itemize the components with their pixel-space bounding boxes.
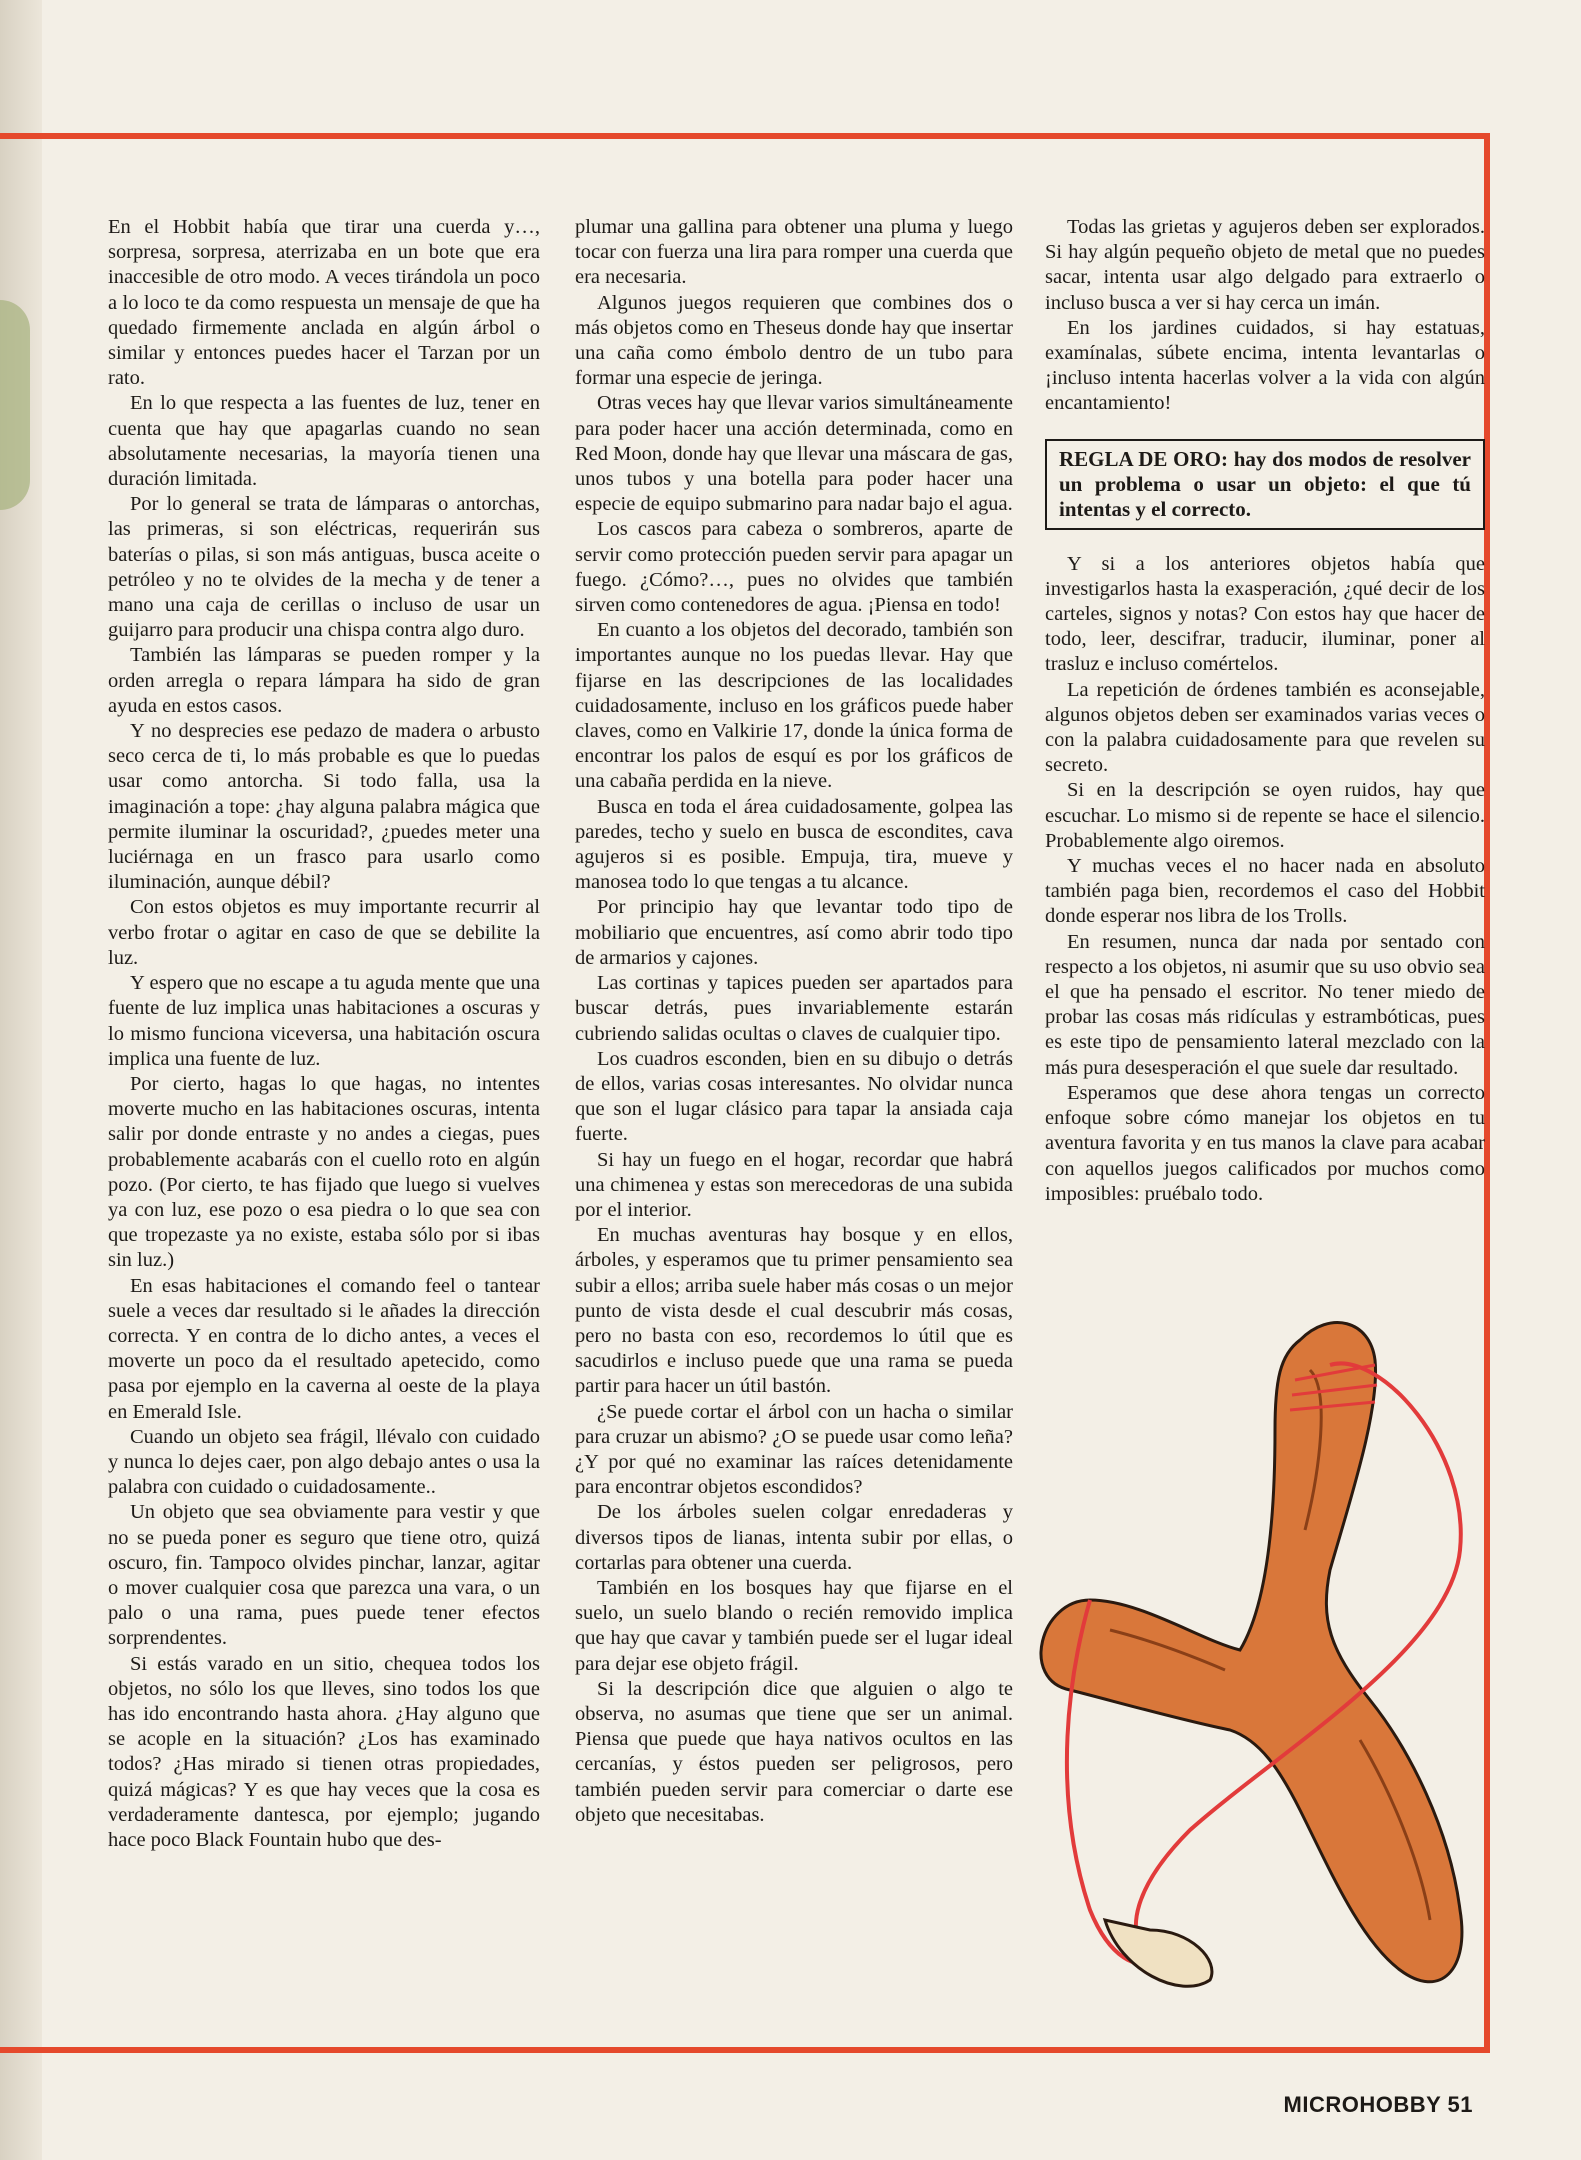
paragraph: Y si a los anteriores objetos había que investigarlos hasta la exasperación, ¿qué decir de los carteles, signos y notas? Con estos hay que hacer de todo, leer, descifrar, traducir, iluminar, poner al trasluz e incluso comértelos. — [1045, 552, 1485, 676]
paragraph: De los árboles suelen colgar enredaderas y diversos tipos de lianas, intenta subir por ellas, o cortarlas para obtener una cuerda. — [575, 1501, 1013, 1574]
paragraph: En los jardines cuidados, si hay estatuas, examínalas, súbete encima, intenta levantarlas o ¡incluso intenta hacerlas volver a la vida con algún encantamiento! — [1045, 316, 1485, 415]
paragraph: Si en la descripción se oyen ruidos, hay que escuchar. Lo mismo si de repente se hace el silencio. Probablemente algo oiremos. — [1045, 779, 1485, 852]
page-footer: MICROHOBBY 51 — [1283, 2092, 1473, 2117]
paragraph: Un objeto que sea obviamente para vestir y que no se pueda poner es seguro que tiene otro, quizá oscuro, fin. Tampoco olvides pinchar, lanzar, agitar o mover cualquier cosa que parezca una vara, o un palo o una rama, pues puede tener efectos sorprendentes. — [108, 1501, 540, 1650]
paragraph: Algunos juegos requieren que combines dos o más objetos como en Theseus donde hay que insertar una caña como émbolo dentro de un tubo para formar una especie de jeringa. — [575, 291, 1013, 390]
paragraph: También en los bosques hay que fijarse en el suelo, un suelo blando o recién removido implica que hay que cavar y también puede ser el lugar ideal para dejar ese objeto frágil. — [575, 1576, 1013, 1675]
paragraph: En muchas aventuras hay bosque y en ellos, árboles, y esperamos que tu primer pensamiento sea subir a ellos; arriba suele haber más cosas o un mejor punto de vista desde el cual descubrir más cosas, pero no basta con eso, recordemos lo útil que es sacudirlos e incluso puede que una rama se pueda partir para hacer un útil bastón. — [575, 1224, 1013, 1398]
column-2 — [575, 215, 1013, 1828]
paragraph: En cuanto a los objetos del decorado, también son importantes aunque no los puedas llevar. Hay que fijarse en las descripciones de las localidades cuidadosamente, incluso en los gráficos puede haber claves, como en Valkirie 17, donde la única forma de encontrar los palos de esquí es por los gráficos de una cabaña perdida en la nieve. — [575, 619, 1013, 793]
paragraph: Por lo general se trata de lámparas o antorchas, las primeras, si son eléctricas, requerirán sus baterías o pilas, si son más antiguas, busca aceite o petróleo y no te olvides de la mecha y de tener a mano una caja de cerillas o incluso de usar un guijarro para producir una chispa contra algo duro. — [108, 493, 540, 642]
paragraph: Esperamos que dese ahora tengas un correcto enfoque sobre cómo manejar los objetos en tu aventura favorita y en tus manos la clave para acabar con aquellos juegos calificados por muchos como imposibles: pruébalo todo. — [1045, 1081, 1485, 1205]
paragraph: En resumen, nunca dar nada por sentado con respecto a los objetos, ni asumir que su uso obvio sea el que ha pensado el escritor. No tener miedo de probar las cosas más ridículas y estrambóticas, pues es este tipo de pensamiento lateral mezclado con la más pura desesperación el que suele dar resultado. — [1045, 930, 1485, 1079]
frame-top-stub — [0, 133, 40, 139]
paragraph: Por principio hay que levantar todo tipo de mobiliario que encuentres, así como abrir todo tipo de armarios y cajones. — [575, 896, 1013, 969]
paragraph: Cuando un objeto sea frágil, llévalo con cuidado y nunca lo dejes caer, pon algo debajo antes o usa la palabra con cuidado o cuidadosamente.. — [108, 1425, 540, 1499]
paragraph: Los cascos para cabeza o sombreros, aparte de servir como protección pueden servir para apagar un fuego. ¿Cómo?…, pues no olvides que también sirven como contenedores de agua. ¡Piensa en todo! — [575, 518, 1013, 617]
golden-rule-box: REGLA DE ORO: hay dos modos de resolver un problema o usar un objeto: el que tú intentas y el correcto. — [1045, 439, 1485, 530]
paragraph: Y muchas veces el no hacer nada en absoluto también paga bien, recordemos el caso del Hobbit donde esperar nos libra de los Trolls. — [1045, 855, 1485, 928]
paragraph: En lo que respecta a las fuentes de luz, tener en cuenta que hay que apagarlas cuando no sean absolutamente necesarias, la mayoría tienen una duración limitada. — [108, 392, 540, 491]
slingshot-wood — [1041, 1323, 1462, 1982]
paragraph: Si estás varado en un sitio, chequea todos los objetos, no sólo los que lleves, sino todos los que has ido encontrando hasta ahora. ¿Hay alguno que se acople en la situación? ¿Los has examinado todos? ¿Has mirado si tienen otras propiedades, quizá mágicas? Y es que hay veces que la cosa es verdaderamente dantesca, por ejemplo; jugando hace poco Black Fountain hubo que des- — [108, 1652, 540, 1851]
column-1 — [108, 215, 540, 1853]
paragraph: Y no desprecies ese pedazo de madera o arbusto seco cerca de ti, lo más probable es que lo puedas usar como antorcha. Si todo falla, usa la imaginación a tope: ¿hay alguna palabra mágica que permite iluminar la oscuridad?, ¿puedes meter una luciérnaga en un frasco para usarlo como iluminación, aunque débil? — [108, 720, 540, 894]
paragraph: La repetición de órdenes también es aconsejable, algunos objetos deben ser examinados varias veces o con la palabra cuidadosamente para que revelen su secreto. — [1045, 678, 1485, 777]
left-page-illustration-fragment — [0, 300, 30, 510]
paragraph: Y espero que no escape a tu aguda mente que una fuente de luz implica unas habitaciones a oscuras y lo mismo funciona viceversa, una habitación oscura implica una fuente de luz. — [108, 972, 540, 1070]
paragraph: plumar una gallina para obtener una pluma y luego tocar con fuerza una lira para romper una cuerda que era necesaria. — [575, 216, 1013, 289]
slingshot-illustration — [1030, 1270, 1500, 2070]
paragraph: Si hay un fuego en el hogar, recordar que habrá una chimenea y estas son merecedoras de una subida por el interior. — [575, 1148, 1013, 1221]
paragraph: Si la descripción dice que alguien o algo te observa, no asumas que tiene que ser un animal. Piensa que puede que haya nativos ocultos en las cercanías, y éstos pueden ser peligrosos, pero también pueden servir para comerciar o darte ese objeto que necesitabas. — [575, 1677, 1013, 1826]
paragraph: En esas habitaciones el comando feel o tantear suele a veces dar resultado si le añades la dirección correcta. Y en contra de lo dicho antes, a veces el moverte un poco da el resultado apetecido, como pasa por ejemplo en la caverna al oeste de la playa en Emerald Isle. — [108, 1274, 540, 1423]
paragraph: Con estos objetos es muy importante recurrir al verbo frotar o agitar en caso de que se debilite la luz. — [108, 896, 540, 969]
paragraph: ¿Se puede cortar el árbol con un hacha o similar para cruzar un abismo? ¿O se puede usar como leña? ¿Y por qué no examinar las raíces detenidamente para encontrar objetos escondidos? — [575, 1400, 1013, 1499]
paragraph: Todas las grietas y agujeros deben ser explorados. Si hay algún pequeño objeto de metal que no puedes sacar, intenta usar algo delgado para extraerlo o incluso busca a ver si hay cerca un imán. — [1045, 216, 1485, 314]
paragraph: También las lámparas se pueden romper y la orden arregla o repara lámpara ha sido de gran ayuda en estos casos. — [108, 644, 540, 717]
paragraph: Por cierto, hagas lo que hagas, no intentes moverte mucho en las habitaciones oscuras, intenta salir por donde entraste y no andes a ciegas, pues probablemente acabarás con el cuello roto en algún pozo. (Por cierto, te has fijado que luego si vuelves ya con luz, ese pozo o esa piedra o lo que sea con que tropezaste ya no existe, estaba sólo por si ibas sin luz.) — [108, 1072, 540, 1272]
paragraph: Busca en toda el área cuidadosamente, golpea las paredes, techo y suelo en busca de escondites, cava agujeros si es posible. Empuja, tira, mueve y manosea todo lo que tengas a tu alcance. — [575, 795, 1013, 894]
paragraph: Las cortinas y tapices pueden ser apartados para buscar detrás, pues invariablemente estarán cubriendo salidas ocultas o claves de cualquier tipo. — [575, 972, 1013, 1045]
paragraph: En el Hobbit había que tirar una cuerda y…, sorpresa, sorpresa, aterrizaba en un bote que era inaccesible de otro modo. A veces tirándola un poco a lo loco te da como respuesta un mensaje de que ha quedado firmemente anclada en algún árbol o similar y entonces puedes hacer el Tarzan por un rato. — [108, 216, 540, 390]
column-3 — [1045, 215, 1485, 1207]
paragraph: Otras veces hay que llevar varios simultáneamente para poder hacer una acción determinada, como en Red Moon, donde hay que llevar una máscara de gas, unos tubos y una botella para poder hacer una especie de equipo submarino para nadar bajo el agua. — [575, 392, 1013, 516]
frame-bottom-stub — [0, 2047, 40, 2053]
paragraph: Los cuadros esconden, bien en su dibujo o detrás de ellos, varias cosas interesantes. No olvidar nunca que son el lugar clásico para tapar la ansiada caja fuerte. — [575, 1047, 1013, 1146]
